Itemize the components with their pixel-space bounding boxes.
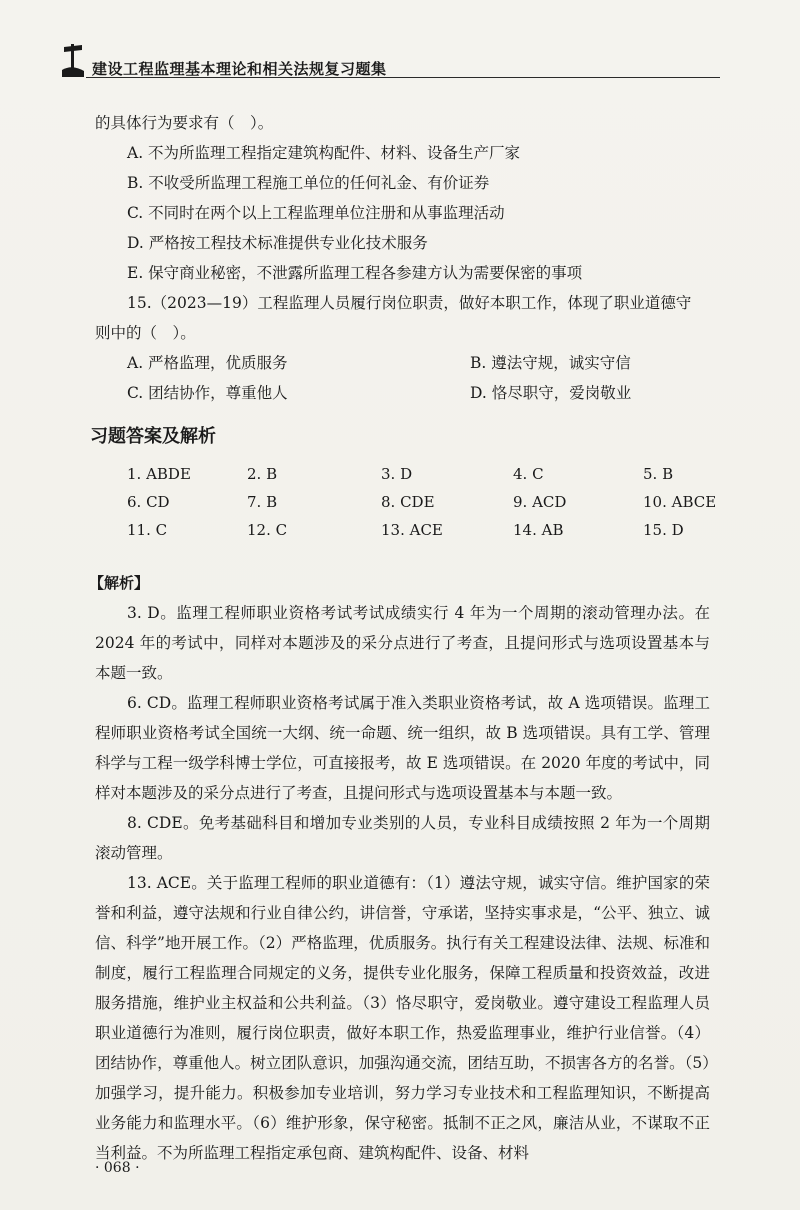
question-15-stem: 15.（2023—19）工程监理人员履行岗位职责，做好本职工作，体现了职业道德守: [127, 294, 692, 312]
running-header: [60, 40, 720, 80]
question-14-stem-end: 的具体行为要求有（ ）。: [95, 114, 274, 132]
analysis-paragraph-8: 8. CDE。免考基础科目和增加专业类别的人员，专业科目成绩按照 2 年为一个周期滚动管理。: [95, 814, 710, 862]
answer-item: 11. C: [127, 521, 168, 539]
answer-item: 3. D: [381, 465, 413, 483]
analysis-label: 【解析】: [89, 574, 150, 592]
answer-grid: [95, 460, 717, 544]
question-15-stem-cont: 则中的（ ）。: [95, 324, 196, 342]
answer-item: 6. CD: [127, 493, 170, 511]
question-14-option-b: B. 不收受所监理工程施工单位的任何礼金、有价证券: [127, 174, 490, 192]
answer-item: 8. CDE: [381, 493, 435, 511]
answer-item: 4. C: [513, 465, 544, 483]
answer-item: 10. ABCE: [643, 493, 717, 511]
answer-item: 2. B: [247, 465, 278, 483]
answer-item: 13. ACE: [381, 521, 443, 539]
answer-item: 5. B: [643, 465, 674, 483]
answer-item: 12. C: [247, 521, 288, 539]
answer-item: 14. AB: [513, 521, 564, 539]
answers-section-title: 习题答案及解析: [90, 426, 216, 447]
answer-item: 15. D: [643, 521, 684, 539]
analysis-paragraph-6: 6. CD。监理工程师职业资格考试属于准入类职业资格考试，故 A 选项错误。监理工程师职业资格考试全国统一大纲、统一命题、统一组织，故 B 选项错误。具有工学、管理科学与工程一级学科博士学位，可直接报考，故 E 选项错误。在 2020 年度的考试中，同样对本题涉及的采分点进行了考查，且提问形式与选项设置基本与本题一致。: [95, 694, 710, 802]
question-15-options-row-2: [95, 378, 710, 408]
question-15-option-b: B. 遵法守规，诚实守信: [470, 354, 631, 372]
analysis-paragraph-3: 3. D。监理工程师职业资格考试考试成绩实行 4 年为一个周期的滚动管理办法。在 2024 年的考试中，同样对本题涉及的采分点进行了考查，且提问形式与选项设置基本与本题一致。: [95, 604, 710, 682]
analysis-paragraph-13: 13. ACE。关于监理工程师的职业道德有：（1）遵法守规，诚实守信。维护国家的荣誉和利益，遵守法规和行业自律公约，讲信誉，守承诺，坚持实事求是，“公平、独立、诚信、科学”地开展工作。（2）严格监理，优质服务。执行有关工程建设法律、法规、标准和制度，履行工程监理合同规定的义务，提供专业化服务，保障工程质量和投资效益，改进服务措施，维护业主权益和公共利益。（3）恪尽职守，爱岗敬业。遵守建设工程监理人员职业道德行为准则，履行岗位职责，做好本职工作，热爱监理事业，维护行业信誉。（4）团结协作，尊重他人。树立团队意识，加强沟通交流，团结互助，不损害各方的名誉。（5）加强学习，提升能力。积极参加专业培训，努力学习专业技术和工程监理知识，不断提高业务能力和监理水平。（6）维护形象，保守秘密。抵制不正之风，廉洁从业，不谋取不正当利益。不为所监理工程指定承包商、建筑构配件、设备、材料: [95, 874, 710, 1162]
answer-item: 1. ABDE: [127, 465, 191, 483]
answer-item: 7. B: [247, 493, 278, 511]
question-15-options-row-1: [95, 348, 710, 378]
signpost-logo-icon: [60, 40, 86, 80]
question-15-option-d: D. 恪尽职守，爱岗敬业: [470, 384, 632, 402]
question-14-option-e: E. 保守商业秘密，不泄露所监理工程各参建方认为需要保密的事项: [127, 264, 583, 282]
header-rule: [86, 77, 720, 78]
question-15-option-c: C. 团结协作，尊重他人: [127, 384, 288, 402]
question-15-option-a: A. 严格监理，优质服务: [127, 354, 288, 372]
header-title: 建设工程监理基本理论和相关法规复习题集: [92, 60, 387, 78]
page-number: · 068 ·: [95, 1160, 140, 1176]
question-14-option-c: C. 不同时在两个以上工程监理单位注册和从事监理活动: [127, 204, 505, 222]
page-content: [89, 108, 717, 1168]
question-14-option-a: A. 不为所监理工程指定建筑构配件、材料、设备生产厂家: [127, 144, 521, 162]
question-14-option-d: D. 严格按工程技术标准提供专业化技术服务: [127, 234, 428, 252]
answer-item: 9. ACD: [513, 493, 567, 511]
